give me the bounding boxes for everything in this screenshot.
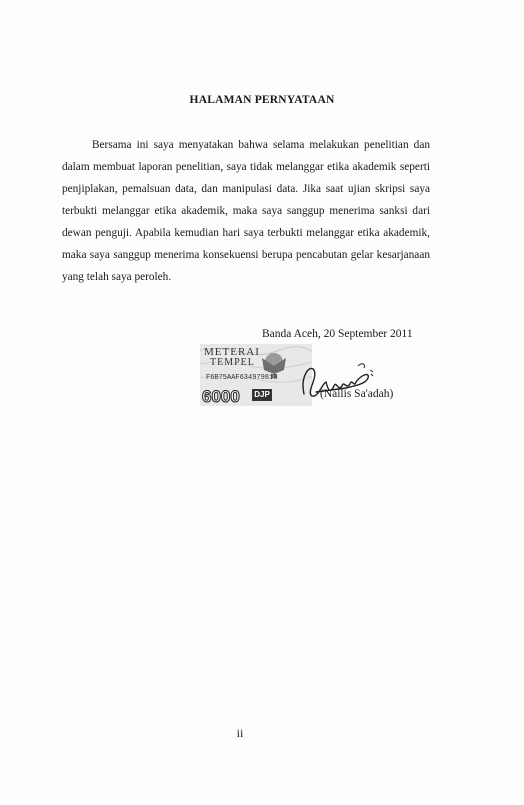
page-number: ii — [236, 726, 244, 740]
statement-text: Bersama ini saya menyatakan bahwa selama melakukan penelitian dan dalam membuat laporan penelitian, saya tidak melanggar etika akademik seperti penjiplakan, pemalsuan data, dan manipulasi data. Jika saat ujian skripsi saya terbukti melanggar etika akademik, maka saya sanggup menerima sanksi dari dewan penguji. Apabila kemudian hari saya terbukti melanggar etika akademik, maka saya sanggup menerima konsekuensi berupa pencabutan gelar kesarjanaan yang telah saya peroleh. — [62, 139, 430, 283]
place-date: Banda Aceh, 20 September 2011 — [262, 328, 413, 340]
stamp-badge: DJP — [252, 389, 272, 401]
stamp-label-tempel: TEMPEL — [210, 357, 255, 368]
page-title: HALAMAN PERNYATAAN — [189, 94, 335, 106]
stamp-serial: F6B75AAF634979813 — [206, 374, 278, 382]
signer-name: (Nailis Sa'adah) — [320, 388, 394, 400]
statement-paragraph — [62, 134, 430, 288]
stamp-label-meterai: METERAI — [204, 346, 260, 358]
stamp-amount: 6000 — [202, 387, 240, 406]
